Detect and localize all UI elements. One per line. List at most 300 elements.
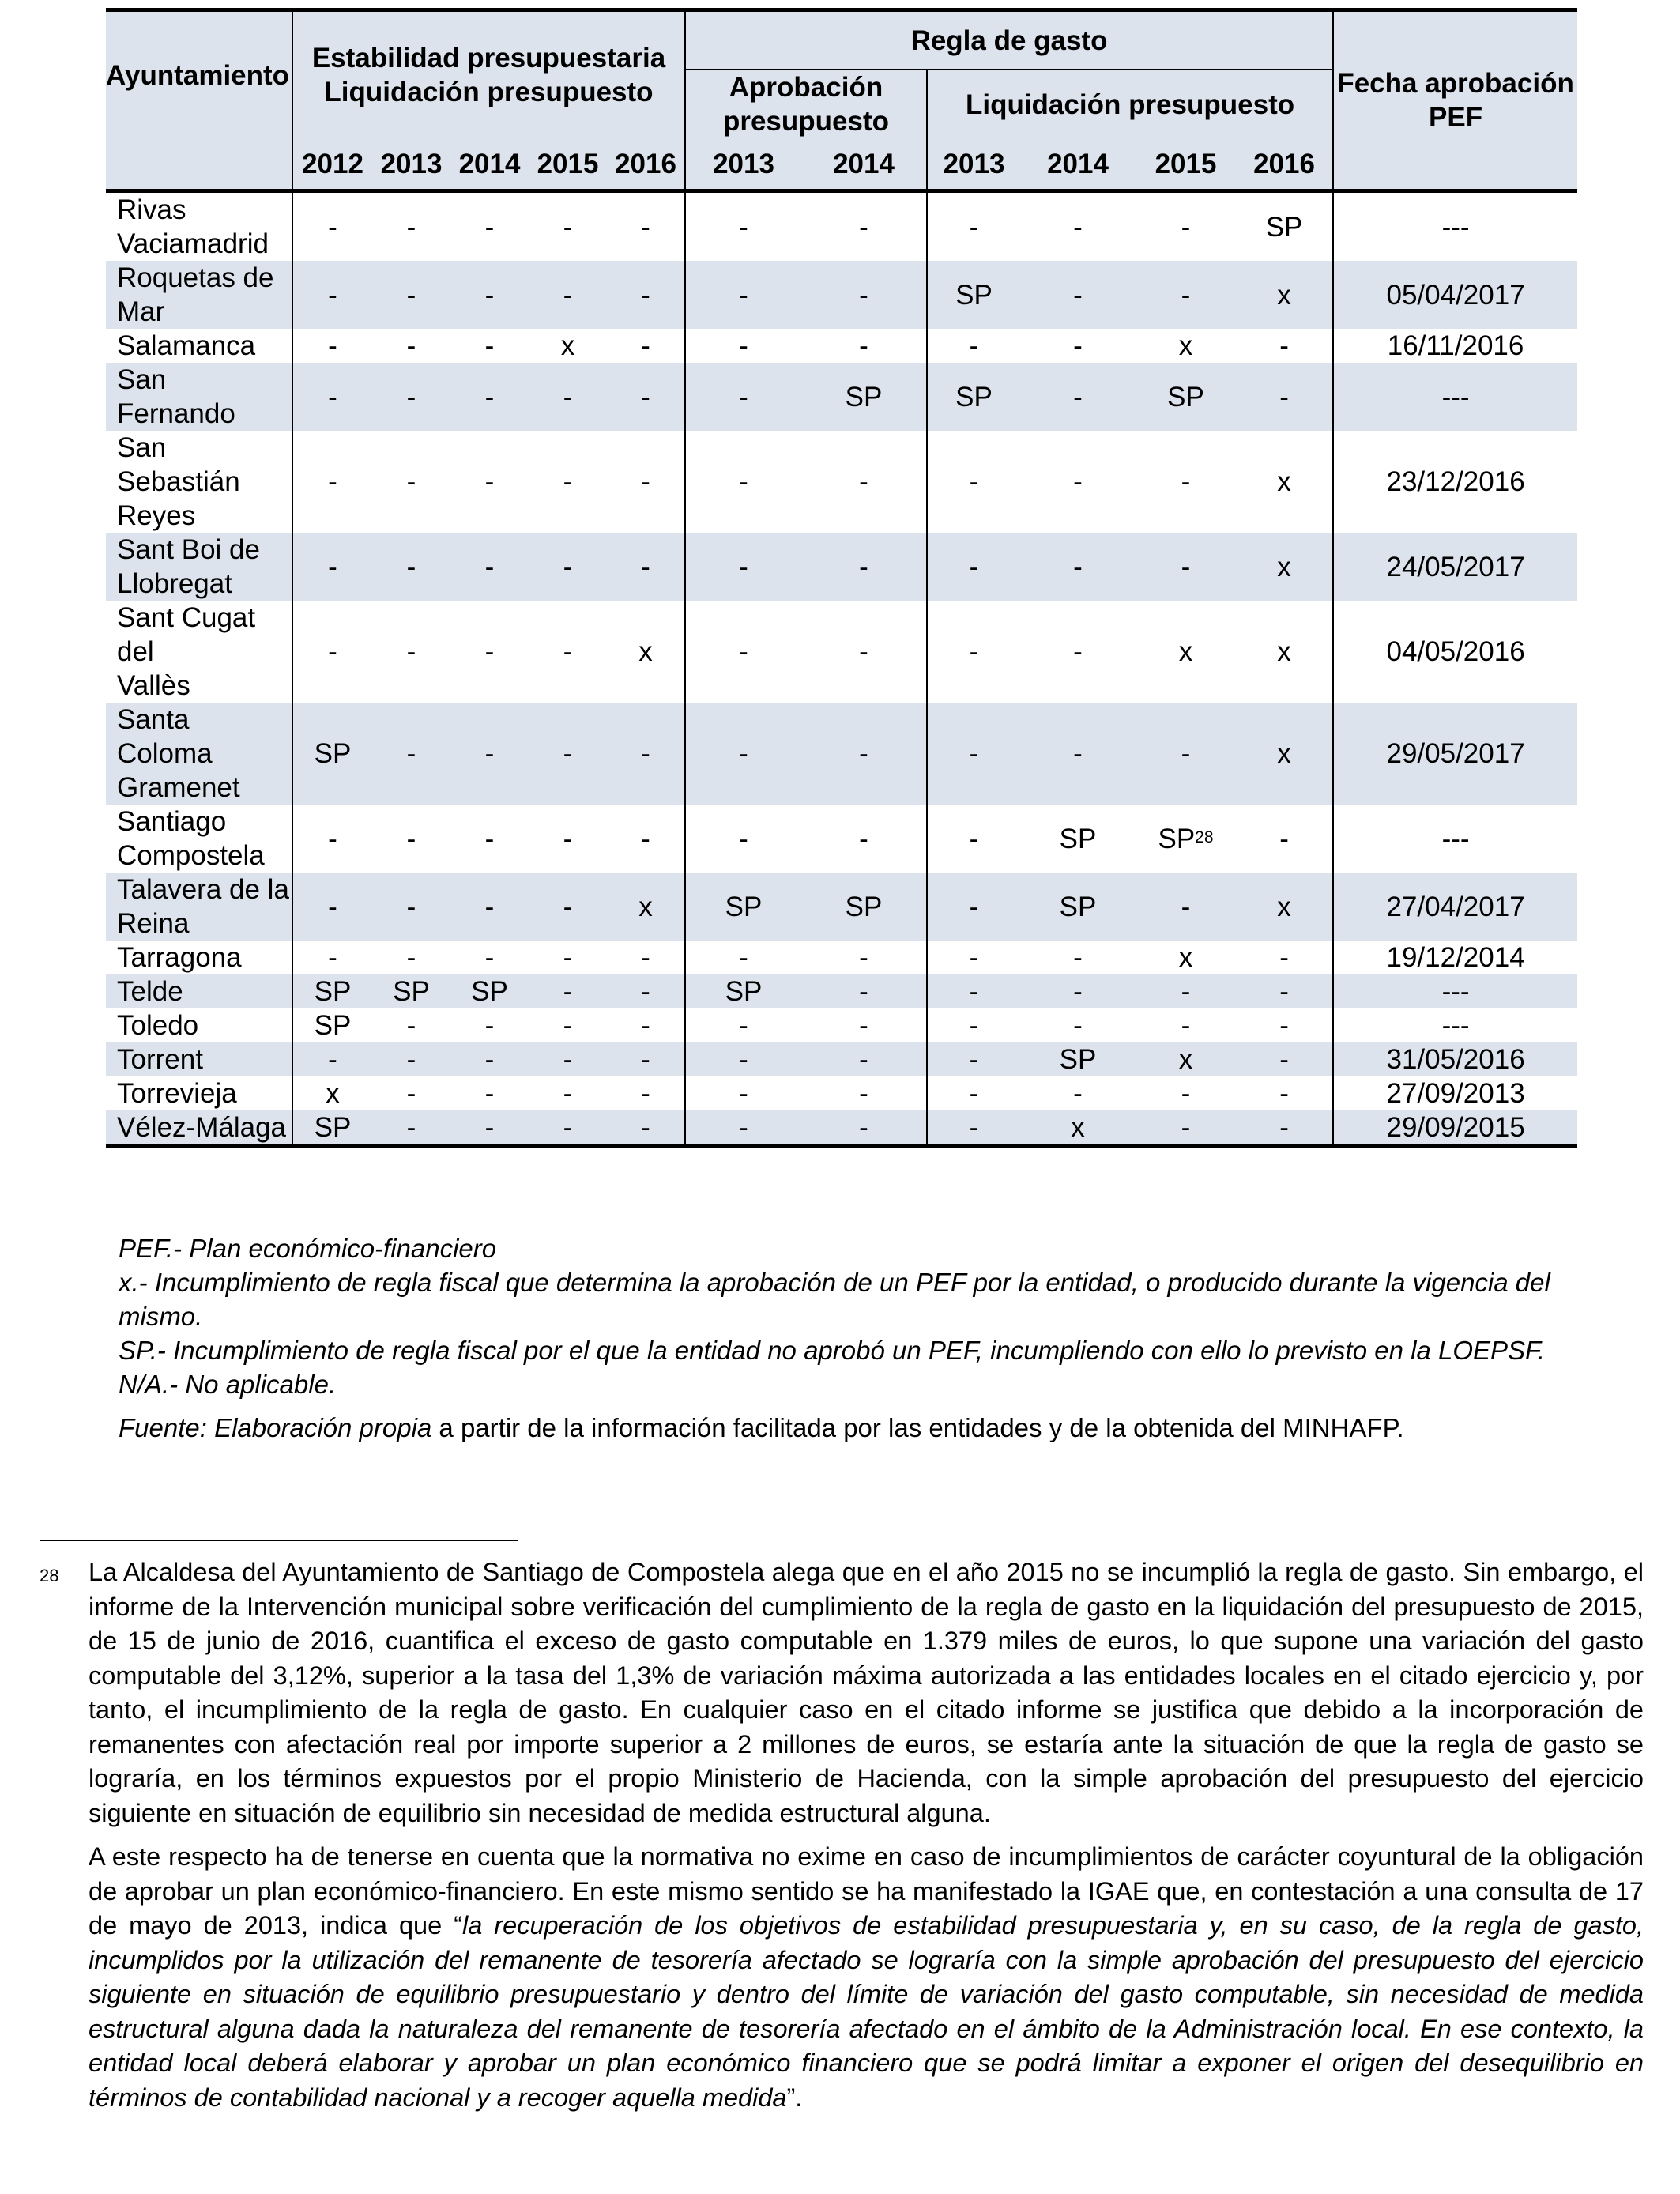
compliance-value: - bbox=[739, 381, 748, 413]
table-row bbox=[106, 703, 1577, 805]
compliance-cell bbox=[607, 941, 685, 974]
compliance-cell bbox=[372, 805, 450, 873]
compliance-value: - bbox=[641, 976, 650, 1007]
pef-approval-date: 19/12/2014 bbox=[1386, 942, 1525, 973]
compliance-value: - bbox=[969, 330, 979, 361]
compliance-value: - bbox=[406, 942, 416, 973]
compliance-value: - bbox=[328, 279, 337, 311]
municipality-name-line: Vélez-Málaga bbox=[117, 1112, 286, 1143]
table-row bbox=[106, 974, 1577, 1008]
compliance-cell bbox=[801, 1042, 927, 1076]
compliance-value: - bbox=[484, 1112, 495, 1143]
pef-approval-date: --- bbox=[1333, 363, 1577, 431]
compliance-cell bbox=[1236, 601, 1333, 703]
compliance-value: - bbox=[969, 891, 979, 922]
compliance-value: - bbox=[1181, 891, 1191, 922]
compliance-cell bbox=[529, 329, 607, 363]
compliance-value: - bbox=[563, 211, 573, 243]
pef-approval-date: 27/04/2017 bbox=[1333, 873, 1577, 941]
compliance-value: - bbox=[563, 823, 573, 854]
municipality-name bbox=[106, 941, 292, 974]
municipality-name bbox=[106, 601, 292, 703]
compliance-value: - bbox=[1181, 279, 1191, 311]
compliance-cell bbox=[529, 805, 607, 873]
compliance-value: - bbox=[484, 891, 495, 922]
compliance-cell bbox=[1236, 191, 1333, 262]
note-x: x.- Incumplimiento de regla fiscal que determina la aprobación de un PEF por la entidad, o producido durante la vigencia del mismo. bbox=[119, 1268, 1550, 1331]
municipality-name bbox=[106, 873, 292, 941]
municipality-name bbox=[106, 703, 292, 805]
municipality-name bbox=[106, 1008, 292, 1042]
compliance-value: - bbox=[1279, 1010, 1289, 1041]
municipality-name bbox=[106, 191, 292, 262]
compliance-cell bbox=[529, 941, 607, 974]
compliance-value: - bbox=[739, 1112, 748, 1143]
municipality-name-line: Tarragona bbox=[117, 942, 242, 973]
compliance-cell bbox=[607, 191, 685, 262]
compliance-value: - bbox=[641, 466, 650, 497]
pef-approval-date: 04/05/2016 bbox=[1386, 636, 1525, 667]
compliance-value: - bbox=[563, 1078, 573, 1109]
compliance-cell bbox=[685, 363, 801, 431]
compliance-value: - bbox=[563, 1044, 573, 1075]
compliance-cell bbox=[1020, 1042, 1136, 1076]
compliance-value: - bbox=[641, 1044, 650, 1075]
compliance-cell bbox=[685, 805, 801, 873]
compliance-cell bbox=[927, 191, 1020, 262]
compliance-cell bbox=[450, 941, 529, 974]
compliance-value: - bbox=[859, 823, 868, 854]
table-body bbox=[106, 191, 1577, 1147]
municipality-name bbox=[106, 1076, 292, 1110]
compliance-value: - bbox=[969, 551, 979, 582]
compliance-cell bbox=[1136, 941, 1236, 974]
compliance-cell bbox=[372, 703, 450, 805]
compliance-cell bbox=[292, 601, 372, 703]
compliance-cell bbox=[450, 533, 529, 601]
compliance-value: - bbox=[1073, 636, 1083, 667]
header-liquidacion: Liquidación presupuesto bbox=[927, 70, 1333, 138]
compliance-cell bbox=[1236, 261, 1333, 329]
compliance-value: - bbox=[739, 738, 748, 769]
compliance-cell bbox=[1136, 974, 1236, 1008]
compliance-cell bbox=[1020, 1076, 1136, 1110]
header-regla-gasto: Regla de gasto bbox=[685, 10, 1333, 70]
compliance-value: - bbox=[563, 891, 573, 922]
pef-approval-date: 27/09/2013 bbox=[1386, 1078, 1525, 1109]
compliance-value: - bbox=[859, 211, 868, 243]
compliance-cell bbox=[801, 191, 927, 262]
compliance-cell bbox=[607, 873, 685, 941]
compliance-cell bbox=[372, 1076, 450, 1110]
pef-approval-date: 31/05/2016 bbox=[1333, 1042, 1577, 1076]
compliance-cell bbox=[372, 1008, 450, 1042]
footnote-para2-close: ”. bbox=[786, 2083, 803, 2112]
year-header: 2015 bbox=[1136, 138, 1236, 191]
compliance-cell bbox=[1020, 601, 1136, 703]
compliance-value: - bbox=[563, 381, 573, 413]
compliance-value: - bbox=[739, 1010, 748, 1041]
compliance-value: - bbox=[328, 942, 337, 973]
compliance-value: - bbox=[1073, 1010, 1083, 1041]
compliance-value: - bbox=[641, 738, 650, 769]
compliance-cell bbox=[1236, 431, 1333, 533]
compliance-cell bbox=[607, 363, 685, 431]
compliance-cell bbox=[801, 974, 927, 1008]
compliance-value: - bbox=[1073, 211, 1083, 243]
compliance-value: - bbox=[406, 1078, 416, 1109]
municipality-name-line: Reina bbox=[117, 908, 190, 939]
compliance-cell bbox=[1136, 601, 1236, 703]
compliance-cell bbox=[1136, 191, 1236, 262]
note-na: N/A.- No aplicable. bbox=[119, 1370, 337, 1399]
compliance-cell bbox=[1236, 941, 1333, 974]
compliance-cell bbox=[685, 1076, 801, 1110]
compliance-value: SP bbox=[955, 279, 993, 311]
compliance-cell bbox=[801, 1008, 927, 1042]
table-row bbox=[106, 941, 1577, 974]
municipality-name-line: Rivas bbox=[117, 194, 186, 225]
compliance-value: x bbox=[1178, 1044, 1193, 1075]
compliance-cell bbox=[372, 431, 450, 533]
compliance-cell bbox=[1136, 329, 1236, 363]
compliance-cell bbox=[292, 533, 372, 601]
compliance-cell bbox=[529, 703, 607, 805]
compliance-cell bbox=[1020, 533, 1136, 601]
compliance-value: x bbox=[1277, 551, 1291, 582]
compliance-value: - bbox=[563, 551, 573, 582]
compliance-value: SP bbox=[314, 976, 352, 1007]
compliance-value: - bbox=[641, 823, 650, 854]
compliance-cell bbox=[372, 261, 450, 329]
compliance-value: - bbox=[328, 1044, 337, 1075]
compliance-value: - bbox=[328, 330, 337, 361]
compliance-cell bbox=[607, 974, 685, 1008]
compliance-cell bbox=[450, 601, 529, 703]
compliance-value: x bbox=[1178, 330, 1193, 361]
compliance-value: SP bbox=[1167, 381, 1204, 413]
compliance-cell bbox=[292, 1076, 372, 1110]
compliance-cell bbox=[1236, 329, 1333, 363]
compliance-value: - bbox=[969, 823, 979, 854]
compliance-cell bbox=[801, 431, 927, 533]
compliance-cell bbox=[801, 703, 927, 805]
compliance-value: x bbox=[560, 330, 575, 361]
compliance-value: SP bbox=[845, 381, 883, 413]
compliance-value: - bbox=[328, 636, 337, 667]
compliance-value: - bbox=[1073, 330, 1083, 361]
compliance-value: - bbox=[969, 738, 979, 769]
municipality-name-line: Torrent bbox=[117, 1044, 203, 1075]
compliance-value: - bbox=[969, 1010, 979, 1041]
pef-approval-date: --- bbox=[1441, 1010, 1470, 1041]
compliance-value: - bbox=[406, 279, 416, 311]
source-text: a partir de la información facilitada por las entidades y de la obtenida del MINHAFP. bbox=[431, 1413, 1404, 1442]
compliance-value: - bbox=[406, 1044, 416, 1075]
compliance-cell bbox=[529, 533, 607, 601]
compliance-cell bbox=[685, 533, 801, 601]
compliance-value: - bbox=[859, 738, 868, 769]
compliance-cell bbox=[1020, 703, 1136, 805]
compliance-value: x bbox=[1277, 279, 1291, 311]
compliance-cell bbox=[801, 363, 927, 431]
municipality-name-line: Roquetas de bbox=[117, 262, 274, 293]
compliance-cell bbox=[450, 329, 529, 363]
compliance-value: - bbox=[1181, 466, 1191, 497]
compliance-cell bbox=[292, 703, 372, 805]
compliance-cell bbox=[372, 533, 450, 601]
compliance-value: x bbox=[1277, 636, 1291, 667]
compliance-cell bbox=[450, 261, 529, 329]
compliance-value: - bbox=[859, 942, 868, 973]
compliance-value: SP bbox=[725, 976, 763, 1007]
compliance-value: - bbox=[739, 466, 748, 497]
compliance-cell bbox=[1236, 873, 1333, 941]
compliance-cell bbox=[450, 873, 529, 941]
compliance-cell bbox=[292, 941, 372, 974]
compliance-cell bbox=[685, 1008, 801, 1042]
compliance-value: - bbox=[563, 738, 573, 769]
compliance-cell bbox=[1136, 703, 1236, 805]
compliance-cell bbox=[529, 1008, 607, 1042]
compliance-value: - bbox=[484, 1044, 495, 1075]
municipality-name bbox=[106, 533, 292, 601]
compliance-value: - bbox=[406, 381, 416, 413]
compliance-value: - bbox=[1073, 738, 1083, 769]
municipality-name bbox=[106, 974, 292, 1008]
compliance-cell bbox=[1020, 974, 1136, 1008]
compliance-value: - bbox=[406, 891, 416, 922]
municipality-name-line: Sant Boi de bbox=[117, 534, 260, 565]
compliance-cell bbox=[607, 431, 685, 533]
note-pef: PEF.- Plan económico-financiero bbox=[119, 1234, 497, 1263]
compliance-cell bbox=[685, 1042, 801, 1076]
compliance-value: - bbox=[969, 1044, 979, 1075]
compliance-cell bbox=[1236, 1008, 1333, 1042]
compliance-value: - bbox=[484, 279, 495, 311]
compliance-value: - bbox=[859, 551, 868, 582]
header-aprobacion-line1: Aprobación bbox=[729, 72, 883, 103]
footnote-para2-intro: A este respecto ha de tenerse en cuenta que la normativa no exime en caso de incumplimientos de carácter coyuntural de la obligación de aprobar un plan económico-financiero. En este mismo sentido se ha manifestado la IGAE que, en contestación a una consulta de 17 de mayo de 2013, indica que “ bbox=[89, 1842, 1644, 1940]
compliance-cell bbox=[607, 533, 685, 601]
compliance-cell bbox=[927, 363, 1020, 431]
note-source bbox=[119, 1411, 1588, 1445]
compliance-value: SP bbox=[725, 891, 763, 922]
compliance-value: - bbox=[1073, 279, 1083, 311]
compliance-cell bbox=[1136, 1042, 1236, 1076]
compliance-cell bbox=[685, 261, 801, 329]
header-blank bbox=[106, 138, 292, 191]
compliance-value: - bbox=[1279, 942, 1289, 973]
year-header: 2016 bbox=[607, 138, 685, 191]
year-header: 2016 bbox=[1236, 138, 1333, 191]
compliance-value: x bbox=[1178, 942, 1193, 973]
compliance-value: - bbox=[563, 279, 573, 311]
compliance-value: SP bbox=[845, 891, 883, 922]
compliance-value: - bbox=[859, 279, 868, 311]
compliance-value: - bbox=[739, 1078, 748, 1109]
year-header: 2014 bbox=[801, 138, 927, 191]
compliance-value: - bbox=[739, 942, 748, 973]
compliance-value: x bbox=[1277, 466, 1291, 497]
compliance-value: - bbox=[484, 330, 495, 361]
compliance-value: - bbox=[969, 1078, 979, 1109]
footnote-number: 28 bbox=[40, 1566, 59, 1585]
compliance-cell bbox=[801, 873, 927, 941]
compliance-value: - bbox=[859, 330, 868, 361]
compliance-value: - bbox=[1073, 1078, 1083, 1109]
header-aprobacion bbox=[685, 70, 927, 138]
compliance-cell bbox=[801, 261, 927, 329]
compliance-cell bbox=[685, 974, 801, 1008]
municipality-name bbox=[106, 363, 292, 431]
compliance-value: - bbox=[1073, 942, 1083, 973]
compliance-cell bbox=[1136, 431, 1236, 533]
year-header: 2014 bbox=[1020, 138, 1136, 191]
compliance-value: - bbox=[328, 381, 337, 413]
compliance-value: - bbox=[739, 551, 748, 582]
pef-approval-date: 24/05/2017 bbox=[1333, 533, 1577, 601]
compliance-value: - bbox=[1279, 823, 1289, 854]
compliance-cell bbox=[927, 431, 1020, 533]
compliance-cell bbox=[529, 1110, 607, 1147]
compliance-value: - bbox=[1279, 1044, 1289, 1075]
compliance-value: - bbox=[1073, 976, 1083, 1007]
compliance-value: - bbox=[328, 823, 337, 854]
compliance-cell bbox=[1236, 363, 1333, 431]
compliance-cell bbox=[927, 329, 1020, 363]
compliance-value: SP bbox=[393, 976, 430, 1007]
compliance-value: - bbox=[328, 551, 337, 582]
compliance-value: - bbox=[859, 466, 868, 497]
compliance-cell bbox=[1136, 873, 1236, 941]
compliance-cell bbox=[607, 1008, 685, 1042]
compliance-cell bbox=[529, 431, 607, 533]
compliance-cell bbox=[801, 941, 927, 974]
municipality-name-line: Mar bbox=[117, 296, 165, 327]
compliance-cell bbox=[1236, 1110, 1333, 1147]
compliance-value: SP bbox=[471, 976, 508, 1007]
compliance-value: - bbox=[484, 1078, 495, 1109]
compliance-cell bbox=[292, 974, 372, 1008]
municipality-name bbox=[106, 805, 292, 873]
compliance-cell bbox=[292, 1110, 372, 1147]
municipality-name bbox=[106, 261, 292, 329]
table-notes bbox=[119, 1231, 1588, 1445]
municipality-name bbox=[106, 1042, 292, 1076]
compliance-cell bbox=[1020, 329, 1136, 363]
compliance-cell bbox=[292, 805, 372, 873]
table-row bbox=[106, 533, 1577, 601]
compliance-cell bbox=[529, 363, 607, 431]
compliance-value: - bbox=[406, 551, 416, 582]
compliance-value: - bbox=[563, 1010, 573, 1041]
compliance-cell bbox=[607, 1042, 685, 1076]
pef-approval-date: 29/05/2017 bbox=[1333, 703, 1577, 805]
compliance-cell bbox=[1020, 873, 1136, 941]
compliance-cell bbox=[450, 805, 529, 873]
compliance-cell bbox=[927, 974, 1020, 1008]
compliance-value: x bbox=[1071, 1112, 1085, 1143]
compliance-cell bbox=[529, 601, 607, 703]
compliance-cell bbox=[1236, 974, 1333, 1008]
compliance-value: SP bbox=[1059, 1044, 1097, 1075]
compliance-value: - bbox=[641, 211, 650, 243]
compliance-cell bbox=[450, 974, 529, 1008]
compliance-cell bbox=[372, 601, 450, 703]
compliance-value: - bbox=[859, 976, 868, 1007]
compliance-value: SP bbox=[1265, 211, 1303, 243]
compliance-value: SP bbox=[1059, 823, 1097, 854]
compliance-cell bbox=[1136, 533, 1236, 601]
compliance-value: - bbox=[484, 738, 495, 769]
compliance-value: - bbox=[641, 381, 650, 413]
compliance-value: - bbox=[969, 976, 979, 1007]
municipality-name-line: Talavera de la bbox=[117, 874, 289, 905]
compliance-value: - bbox=[406, 738, 416, 769]
year-header: 2013 bbox=[372, 138, 450, 191]
footnote-paragraph-1: La Alcaldesa del Ayuntamiento de Santiago de Compostela alega que en el año 2015 no se incumplió la regla de gasto. Sin embargo, el informe de la Intervención municipal sobre verificación del cumplimiento de la regla de gasto en la liquidación del presupuesto de 2015, de 15 de junio de 2016, cuantifica el exceso de gasto computable en 1.379 miles de euros, lo que supone una variación del gasto computable del 3,12%, superior a la tasa del 1,3% de variación máxima autorizada a las entidades locales en el citado ejercicio y, por tanto, el incumplimiento de la regla de gasto. En cualquier caso en el citado informe se justifica que debido a la incorporación de remanentes con afectación real por importe superior a 2 millones de euros, se estaría ante la situación de que la regla de gasto se lograría, en los términos expuestos por el propio Ministerio de Hacienda, con la simple aprobación del presupuesto del ejercicio siguiente en situación de equilibrio sin necesidad de medida estructural alguna. bbox=[89, 1558, 1644, 1827]
compliance-value: - bbox=[969, 636, 979, 667]
compliance-cell bbox=[927, 1076, 1020, 1110]
compliance-cell bbox=[1020, 805, 1136, 873]
budget-compliance-table-container bbox=[106, 8, 1577, 1148]
municipality-name-line: San Sebastián bbox=[117, 432, 240, 497]
compliance-value: - bbox=[739, 823, 748, 854]
table-row bbox=[106, 873, 1577, 941]
compliance-cell bbox=[607, 805, 685, 873]
municipality-name-line: Reyes bbox=[117, 500, 196, 531]
compliance-cell bbox=[529, 191, 607, 262]
compliance-cell bbox=[1236, 1076, 1333, 1110]
compliance-value: - bbox=[859, 1044, 868, 1075]
year-header: 2014 bbox=[450, 138, 529, 191]
compliance-cell bbox=[927, 703, 1020, 805]
compliance-cell bbox=[450, 1008, 529, 1042]
municipality-name-line: Toledo bbox=[117, 1010, 199, 1041]
table-row bbox=[106, 1076, 1577, 1110]
compliance-value: x bbox=[1277, 738, 1291, 769]
compliance-cell bbox=[1020, 941, 1136, 974]
header-ayuntamiento: Ayuntamiento bbox=[106, 10, 292, 139]
compliance-value: - bbox=[563, 636, 573, 667]
pef-approval-date: 05/04/2017 bbox=[1333, 261, 1577, 329]
compliance-value: - bbox=[1279, 381, 1289, 413]
municipality-name bbox=[106, 431, 292, 533]
compliance-cell bbox=[372, 363, 450, 431]
compliance-value: - bbox=[563, 942, 573, 973]
year-header: 2013 bbox=[685, 138, 801, 191]
compliance-cell bbox=[607, 1076, 685, 1110]
compliance-cell bbox=[450, 431, 529, 533]
compliance-value: - bbox=[563, 466, 573, 497]
header-estabilidad-line2: Liquidación presupuesto bbox=[324, 77, 654, 107]
compliance-cell bbox=[685, 873, 801, 941]
footnote-separator bbox=[40, 1540, 518, 1541]
header-aprobacion-line2: presupuesto bbox=[722, 106, 890, 137]
compliance-value: - bbox=[484, 636, 495, 667]
pef-approval-date: --- bbox=[1333, 974, 1577, 1008]
compliance-cell bbox=[1136, 1076, 1236, 1110]
compliance-value: - bbox=[1181, 1112, 1191, 1143]
compliance-value: SP bbox=[1158, 823, 1196, 854]
municipality-name bbox=[106, 1110, 292, 1147]
footnote-paragraph-2 bbox=[89, 1840, 1644, 2115]
compliance-value: - bbox=[1181, 211, 1191, 243]
municipality-name-line: Llobregat bbox=[117, 568, 232, 599]
budget-compliance-table bbox=[106, 8, 1577, 1148]
compliance-value: - bbox=[739, 636, 748, 667]
